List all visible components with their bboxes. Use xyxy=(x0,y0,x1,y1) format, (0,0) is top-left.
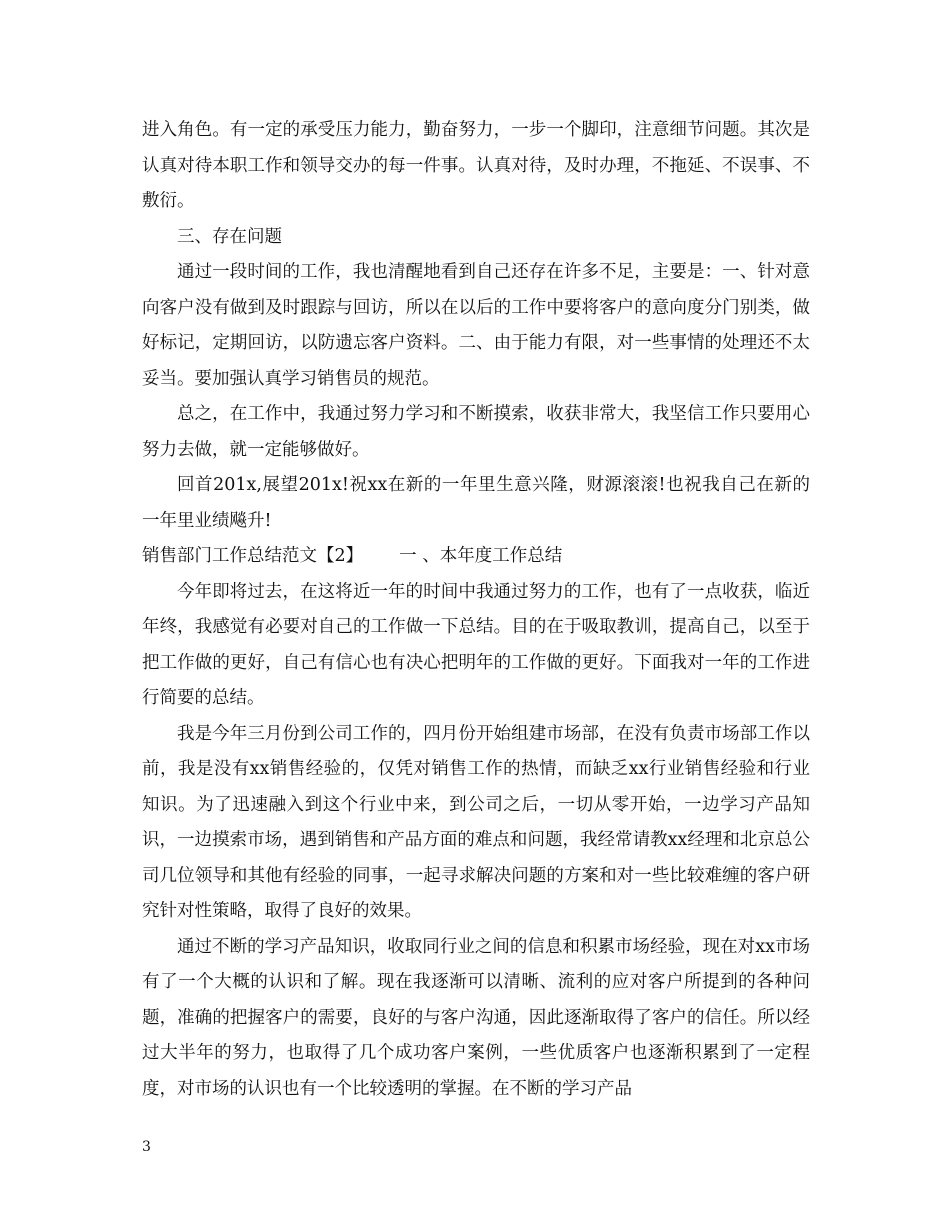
article-subtitle: 一 、本年度工作总结 xyxy=(399,546,563,566)
paragraph-experience: 我是今年三月份到公司工作的，四月份开始组建市场部，在没有负责市场部工作以前，我是没有xx销售经验的，仅凭对销售工作的热情，而缺乏xx行业销售经验和行业知识。为了迅速融入到这个行业中来，到公司之后，一切从零开始，一边学习产品知识，一边摸索市场，遇到销售和产品方面的难点和问题，我经常请教xx经理和北京总公司几位领导和其他有经验的同事，一起寻求解决问题的方案和对一些比较难缠的客户研究针对性策略，取得了良好的效果。 xyxy=(142,723,810,921)
paragraph-problems: 通过一段时间的工作，我也清醒地看到自己还存在许多不足，主要是：一、针对意向客户没有做到及时跟踪与回访，所以在以后的工作中要将客户的意向度分门别类，做好标记，定期回访，以防遗忘客户资料。二、由于能力有限，对一些事情的处理还不太妥当。要加强认真学习销售员的规范。 xyxy=(142,262,810,389)
article-title: 销售部门工作总结范文【2】 xyxy=(142,546,364,566)
paragraph-new-year-wish: 回首201x,展望201x!祝xx在新的一年里生意兴隆，财源滚滚!也祝我自己在新的一年里业绩飚升! xyxy=(142,475,810,531)
paragraph-intro: 今年即将过去，在这将近一年的时间中我通过努力的工作，也有了一点收获，临近年终，我感觉有必要对自己的工作做一下总结。目的在于吸取教训，提高自己，以至于把工作做的更好，自己有信心也有决心把明年的工作做的更好。下面我对一年的工作进行简要的总结。 xyxy=(142,581,810,708)
paragraph-progress: 通过不断的学习产品知识，收取同行业之间的信息和积累市场经验，现在对xx市场有了一个大概的认识和了解。现在我逐渐可以清晰、流利的应对客户所提到的各种问题，准确的把握客户的需要，良好的与客户沟通，因此逐渐取得了客户的信任。所以经过大半年的努力，也取得了几个成功客户案例，一些优质客户也逐渐积累到了一定程度，对市场的认识也有一个比较透明的掌握。在不断的学习产品 xyxy=(142,936,810,1099)
document-body xyxy=(142,113,810,1107)
paragraph-conclusion: 总之，在工作中，我通过努力学习和不断摸索，收获非常大，我坚信工作只要用心努力去做，就一定能够做好。 xyxy=(142,404,810,460)
article-heading xyxy=(142,539,810,575)
paragraph-continued: 进入角色。有一定的承受压力能力，勤奋努力，一步一个脚印，注意细节问题。其次是认真对待本职工作和领导交办的每一件事。认真对待，及时办理，不拖延、不误事、不敷衍。 xyxy=(142,120,810,211)
page-number: 3 xyxy=(142,1139,151,1155)
section-heading-problems: 三、存在问题 xyxy=(177,226,282,247)
